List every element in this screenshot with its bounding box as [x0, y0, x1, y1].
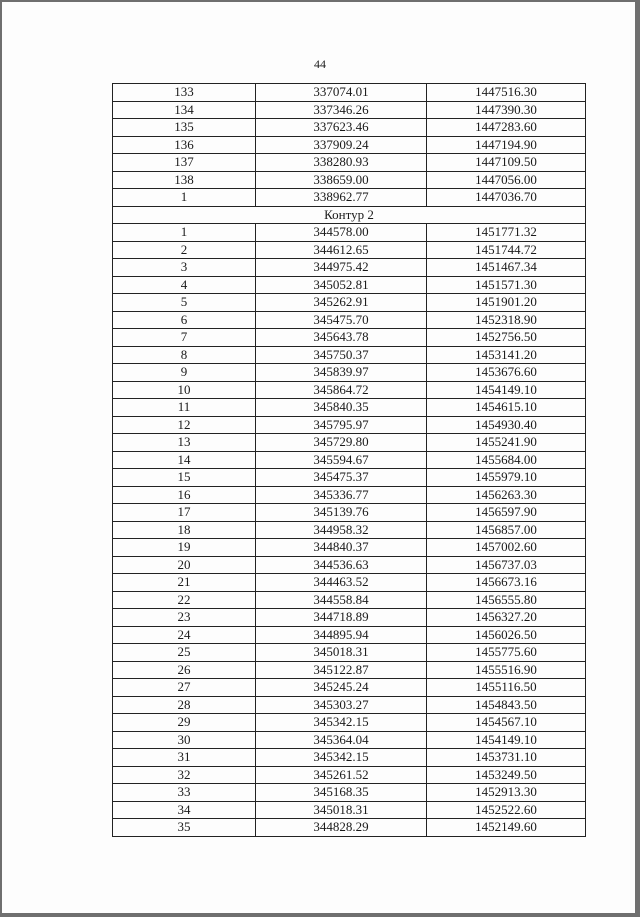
coordinate-x: 345864.72	[256, 381, 427, 399]
point-number: 26	[113, 661, 256, 679]
coordinate-x: 345168.35	[256, 784, 427, 802]
point-number: 18	[113, 521, 256, 539]
coordinate-y: 1456263.30	[427, 486, 586, 504]
point-number: 135	[113, 119, 256, 137]
coordinate-x: 345122.87	[256, 661, 427, 679]
coordinate-y: 1455684.00	[427, 451, 586, 469]
coordinate-x: 345475.37	[256, 469, 427, 487]
coordinate-y: 1453141.20	[427, 346, 586, 364]
table-section-header	[113, 206, 586, 224]
coordinate-x: 345261.52	[256, 766, 427, 784]
coordinate-y: 1454567.10	[427, 714, 586, 732]
table-row	[113, 311, 586, 329]
coordinate-y: 1453731.10	[427, 749, 586, 767]
coordinate-y: 1455516.90	[427, 661, 586, 679]
coordinate-y: 1447194.90	[427, 136, 586, 154]
table-row	[113, 136, 586, 154]
coordinate-y: 1456597.90	[427, 504, 586, 522]
point-number: 5	[113, 294, 256, 312]
coordinate-x: 345342.15	[256, 714, 427, 732]
point-number: 6	[113, 311, 256, 329]
table-row	[113, 486, 586, 504]
coordinate-x: 345839.97	[256, 364, 427, 382]
coordinate-x: 345750.37	[256, 346, 427, 364]
coordinate-y: 1451467.34	[427, 259, 586, 277]
coordinate-y: 1451571.30	[427, 276, 586, 294]
table-row	[113, 294, 586, 312]
table-row	[113, 189, 586, 207]
table-row	[113, 644, 586, 662]
table-row	[113, 819, 586, 837]
point-number: 28	[113, 696, 256, 714]
coordinate-x: 337623.46	[256, 119, 427, 137]
coordinates-table	[112, 83, 586, 837]
point-number: 31	[113, 749, 256, 767]
section-label: Контур 2	[113, 206, 586, 224]
point-number: 1	[113, 189, 256, 207]
table-row	[113, 469, 586, 487]
coordinate-x: 344578.00	[256, 224, 427, 242]
point-number: 12	[113, 416, 256, 434]
coordinate-y: 1451901.20	[427, 294, 586, 312]
coordinate-x: 345342.15	[256, 749, 427, 767]
coordinate-x: 345052.81	[256, 276, 427, 294]
point-number: 136	[113, 136, 256, 154]
coordinate-y: 1456857.00	[427, 521, 586, 539]
coordinate-y: 1457002.60	[427, 539, 586, 557]
coordinate-y: 1456026.50	[427, 626, 586, 644]
coordinate-y: 1454615.10	[427, 399, 586, 417]
point-number: 17	[113, 504, 256, 522]
point-number: 16	[113, 486, 256, 504]
point-number: 10	[113, 381, 256, 399]
coordinate-x: 345475.70	[256, 311, 427, 329]
coordinate-y: 1453676.60	[427, 364, 586, 382]
table-row	[113, 661, 586, 679]
coordinate-x: 344463.52	[256, 574, 427, 592]
point-number: 138	[113, 171, 256, 189]
table-body-second	[113, 224, 586, 837]
point-number: 134	[113, 101, 256, 119]
point-number: 27	[113, 679, 256, 697]
table-row	[113, 259, 586, 277]
point-number: 23	[113, 609, 256, 627]
coordinate-x: 345018.31	[256, 801, 427, 819]
coordinate-x: 338280.93	[256, 154, 427, 172]
coordinate-y: 1456327.20	[427, 609, 586, 627]
table-row	[113, 714, 586, 732]
table-row	[113, 364, 586, 382]
coordinate-x: 344536.63	[256, 556, 427, 574]
coordinate-x: 345729.80	[256, 434, 427, 452]
section-row	[113, 206, 586, 224]
table-row	[113, 749, 586, 767]
point-number: 11	[113, 399, 256, 417]
table-row	[113, 154, 586, 172]
coordinate-x: 345336.77	[256, 486, 427, 504]
coordinate-y: 1455116.50	[427, 679, 586, 697]
table-row	[113, 609, 586, 627]
point-number: 21	[113, 574, 256, 592]
table-row	[113, 766, 586, 784]
point-number: 4	[113, 276, 256, 294]
coordinate-y: 1455979.10	[427, 469, 586, 487]
coordinate-y: 1451771.32	[427, 224, 586, 242]
table-row	[113, 329, 586, 347]
table-row	[113, 346, 586, 364]
table-row	[113, 451, 586, 469]
coordinate-y: 1447109.50	[427, 154, 586, 172]
table-row	[113, 241, 586, 259]
coordinate-x: 338659.00	[256, 171, 427, 189]
table-row	[113, 399, 586, 417]
point-number: 15	[113, 469, 256, 487]
point-number: 25	[113, 644, 256, 662]
coordinate-x: 344828.29	[256, 819, 427, 837]
coordinate-x: 345303.27	[256, 696, 427, 714]
coordinate-x: 344612.65	[256, 241, 427, 259]
point-number: 137	[113, 154, 256, 172]
coordinate-y: 1454149.10	[427, 731, 586, 749]
point-number: 133	[113, 84, 256, 102]
coordinate-y: 1455241.90	[427, 434, 586, 452]
coordinate-x: 337909.24	[256, 136, 427, 154]
coordinate-y: 1454149.10	[427, 381, 586, 399]
point-number: 29	[113, 714, 256, 732]
point-number: 32	[113, 766, 256, 784]
table-body-first	[113, 84, 586, 207]
table-row	[113, 801, 586, 819]
coordinate-x: 344975.42	[256, 259, 427, 277]
point-number: 14	[113, 451, 256, 469]
table-row	[113, 679, 586, 697]
coordinate-x: 345139.76	[256, 504, 427, 522]
coordinate-x: 345245.24	[256, 679, 427, 697]
coordinate-y: 1452913.30	[427, 784, 586, 802]
coordinate-y: 1454930.40	[427, 416, 586, 434]
table-row	[113, 521, 586, 539]
coordinate-y: 1447056.00	[427, 171, 586, 189]
table-row	[113, 539, 586, 557]
coordinate-x: 344558.84	[256, 591, 427, 609]
coordinate-x: 345262.91	[256, 294, 427, 312]
table-row	[113, 84, 586, 102]
coordinate-x: 345594.67	[256, 451, 427, 469]
table-row	[113, 416, 586, 434]
point-number: 30	[113, 731, 256, 749]
coordinate-x: 344958.32	[256, 521, 427, 539]
page-number: 44	[314, 57, 326, 71]
coordinate-x: 345795.97	[256, 416, 427, 434]
coordinate-x: 344895.94	[256, 626, 427, 644]
table-row	[113, 504, 586, 522]
point-number: 8	[113, 346, 256, 364]
table-row	[113, 556, 586, 574]
point-number: 20	[113, 556, 256, 574]
coordinate-x: 344840.37	[256, 539, 427, 557]
point-number: 7	[113, 329, 256, 347]
coordinate-y: 1452318.90	[427, 311, 586, 329]
table-row	[113, 171, 586, 189]
coordinate-y: 1456673.16	[427, 574, 586, 592]
coordinate-y: 1456555.80	[427, 591, 586, 609]
point-number: 3	[113, 259, 256, 277]
coordinate-x: 338962.77	[256, 189, 427, 207]
table-row	[113, 434, 586, 452]
table-row	[113, 591, 586, 609]
point-number: 35	[113, 819, 256, 837]
point-number: 1	[113, 224, 256, 242]
coordinate-y: 1447283.60	[427, 119, 586, 137]
coordinate-y: 1456737.03	[427, 556, 586, 574]
coordinate-y: 1452756.50	[427, 329, 586, 347]
table-row	[113, 574, 586, 592]
table-row	[113, 784, 586, 802]
coordinate-y: 1447390.30	[427, 101, 586, 119]
table-row	[113, 626, 586, 644]
point-number: 2	[113, 241, 256, 259]
point-number: 34	[113, 801, 256, 819]
point-number: 13	[113, 434, 256, 452]
table-row	[113, 101, 586, 119]
coordinate-y: 1454843.50	[427, 696, 586, 714]
table-row	[113, 224, 586, 242]
coordinate-y: 1452522.60	[427, 801, 586, 819]
coordinate-y: 1455775.60	[427, 644, 586, 662]
coordinate-x: 345840.35	[256, 399, 427, 417]
point-number: 22	[113, 591, 256, 609]
point-number: 33	[113, 784, 256, 802]
coordinate-y: 1453249.50	[427, 766, 586, 784]
coordinate-y: 1451744.72	[427, 241, 586, 259]
coordinate-y: 1447516.30	[427, 84, 586, 102]
point-number: 24	[113, 626, 256, 644]
coordinate-x: 344718.89	[256, 609, 427, 627]
table-row	[113, 696, 586, 714]
table-row	[113, 381, 586, 399]
table-row	[113, 119, 586, 137]
table-row	[113, 731, 586, 749]
coordinate-x: 337074.01	[256, 84, 427, 102]
point-number: 19	[113, 539, 256, 557]
coordinate-x: 345364.04	[256, 731, 427, 749]
coordinate-x: 345643.78	[256, 329, 427, 347]
point-number: 9	[113, 364, 256, 382]
table-row	[113, 276, 586, 294]
coordinate-y: 1447036.70	[427, 189, 586, 207]
coordinate-x: 345018.31	[256, 644, 427, 662]
coordinate-y: 1452149.60	[427, 819, 586, 837]
coordinate-x: 337346.26	[256, 101, 427, 119]
